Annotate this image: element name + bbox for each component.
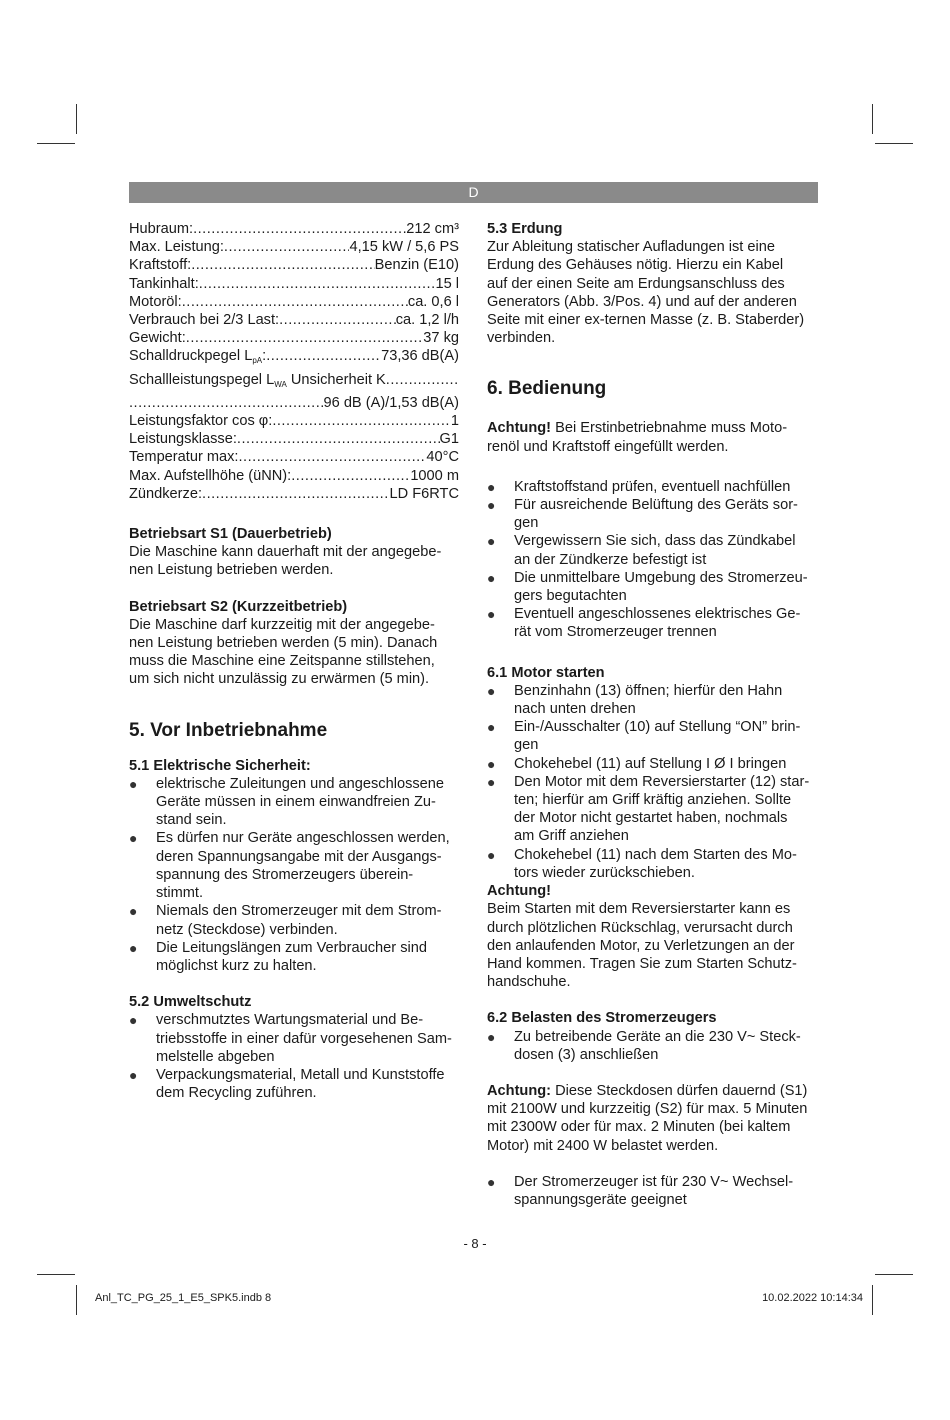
text-line: den anlaufenden Motor, zu Verletzungen an der [487, 937, 795, 954]
leader-dots [266, 347, 381, 365]
spec-label: Temperatur max: [129, 449, 239, 466]
spec-row [129, 371, 459, 394]
spec-value: 73,36 dB(A) [381, 348, 459, 365]
spec-label: Hubraum: [129, 221, 194, 237]
spec-label [129, 347, 266, 370]
crop-mark [875, 1274, 913, 1275]
spec-row [129, 430, 459, 448]
spec-row [129, 467, 459, 485]
spec-row [129, 311, 459, 329]
list-item-line: Verpackungsmaterial, Metall und Kunststoffe [156, 1066, 445, 1083]
leader-dots [272, 412, 451, 430]
list-item-line: stimmt. [156, 885, 204, 902]
bullet-icon: ● [487, 755, 496, 772]
bullet-icon: ● [129, 939, 138, 956]
text-line: muss die Maschine eine Zeitspanne stillstehen, [129, 653, 435, 670]
leader-dots [239, 448, 427, 466]
list-item-line: der Motor nicht gestartet haben, nochmals [514, 810, 788, 827]
spec-row [129, 347, 459, 370]
list-item-line: Chokehebel (11) nach dem Starten des Mo- [514, 846, 797, 863]
spec-value: 15 l [435, 275, 459, 292]
spec-label: Motoröl: [129, 293, 182, 310]
s2-body [129, 616, 459, 689]
leader-dots [191, 256, 374, 274]
spec-row [129, 256, 459, 274]
s2-title: Betriebsart S2 (Kurzzeitbetrieb) [129, 598, 348, 615]
list-item-line: Ein-/Ausschalter (10) auf Stellung “ON” brin- [514, 719, 801, 736]
bullet-icon: ● [487, 682, 496, 699]
section5-title: 5. Vor Inbetriebnahme [129, 719, 328, 741]
bullet-icon: ● [487, 846, 496, 863]
text-line: durch plötzlichen Rückschlag, verursacht durch [487, 919, 793, 936]
bullet-icon: ● [487, 497, 496, 514]
bullet-icon: ● [487, 1028, 496, 1045]
crop-mark [76, 1285, 77, 1315]
list-item-line: nach unten drehen [514, 701, 636, 718]
spec-row [129, 238, 459, 256]
crop-mark [37, 1274, 75, 1275]
s1-body [129, 543, 459, 579]
spec-value: 1000 m [410, 467, 459, 484]
list-item [129, 1011, 459, 1066]
leader-dots [291, 467, 410, 485]
warning-load [487, 1082, 818, 1155]
list-item-line: stand sein. [156, 812, 227, 829]
warn2-title: Achtung! [487, 883, 552, 900]
crop-mark [875, 143, 913, 144]
text-line: Seite mit einer ex-ternen Masse (z. B. Staberder) [487, 312, 805, 329]
list-item-line: Niemals den Stromerzeuger mit dem Strom- [156, 903, 442, 920]
bullet-icon: ● [129, 1012, 138, 1029]
leader-dots [224, 238, 350, 256]
text-line: nen Leistung betrieben werden. [129, 562, 334, 579]
s62-list [487, 1028, 818, 1064]
section6-title: 6. Bedienung [487, 378, 607, 400]
leader-dots [193, 220, 406, 238]
bullet-icon: ● [487, 478, 496, 495]
spec-value: 1 [450, 413, 459, 430]
text-line: verbinden. [487, 330, 556, 347]
list-item-line: gen [514, 737, 539, 754]
spec-row [129, 275, 459, 293]
s1-title: Betriebsart S1 (Dauerbetrieb) [129, 526, 332, 543]
warning-label: Achtung! [487, 420, 552, 437]
list-item-line: Chokehebel (11) auf Stellung I Ø I bringen [514, 755, 787, 772]
leader-dots [186, 329, 424, 347]
warning-line: renöl und Kraftstoff eingefüllt werden. [487, 438, 729, 455]
list-item-line: dosen (3) anschließen [514, 1046, 659, 1063]
list-item-line: gen [514, 515, 539, 532]
list-item [487, 718, 818, 754]
list-item-line: triebsstoffe in einer dafür vorgesehenen Sam- [156, 1030, 452, 1047]
page-number: - 8 - [463, 1236, 487, 1251]
spec-row [129, 293, 459, 311]
bullet-icon: ● [129, 830, 138, 847]
spec-label: Max. Aufstellhöhe (üNN): [129, 467, 292, 484]
bullet-icon: ● [487, 1173, 496, 1190]
list-item-line: am Griff anziehen [514, 828, 629, 845]
list-item [487, 532, 818, 568]
text-line: Zur Ableitung statischer Aufladungen ist eine [487, 239, 776, 256]
spec-value: 96 dB (A)/1,53 dB(A) [323, 394, 459, 411]
spec-label: Kraftstoff: [129, 257, 192, 274]
warning-first-use [487, 419, 818, 455]
footer-file: Anl_TC_PG_25_1_E5_SPK5.indb 8 [95, 1292, 272, 1304]
leader-dots [129, 394, 324, 412]
crop-mark [872, 104, 873, 134]
warning-line [487, 419, 818, 437]
list-item-line: rät vom Stromerzeuger trennen [514, 624, 717, 641]
list-item-line: verschmutztes Wartungsmaterial und Be- [156, 1012, 424, 1029]
list-item [487, 755, 818, 773]
spec-label: Verbrauch bei 2/3 Last: [129, 312, 280, 329]
s51-list [129, 775, 459, 975]
list-item-line: tors wieder zurückschieben. [514, 864, 695, 881]
spec-value: 37 kg [423, 330, 459, 347]
list-item-line: Für ausreichende Belüftung des Geräts sor- [514, 497, 798, 514]
list-item-line: Eventuell angeschlossenes elektrisches Ge- [514, 606, 801, 623]
list-item-line: Der Stromerzeuger ist für 230 V~ Wechsel- [514, 1173, 794, 1190]
s62-title: 6.2 Belasten des Stromerzeugers [487, 1010, 717, 1027]
text-line: um sich nicht unzulässig zu erwärmen (5 min). [129, 671, 430, 688]
list-item [487, 773, 818, 846]
spec-row [129, 329, 459, 347]
crop-mark [37, 143, 75, 144]
list-item [129, 939, 459, 975]
list-item-line: Geräte müssen in einem einwandfreien Zu- [156, 794, 436, 811]
spec-label: Max. Leistung: [129, 239, 224, 256]
list-item [487, 1173, 818, 1209]
list-item [487, 478, 818, 496]
list-item-line: ten; hierfür am Griff kräftig anziehen. Sollte [514, 792, 792, 809]
list-item-line: Die Leitungslängen zum Verbraucher sind [156, 939, 427, 956]
bullet-icon: ● [487, 773, 496, 790]
text-line: handschuhe. [487, 974, 571, 991]
leader-dots [199, 275, 436, 293]
leader-dots [202, 485, 390, 503]
bullet-icon: ● [129, 903, 138, 920]
leader-dots [386, 371, 459, 389]
text-line: Generators (Abb. 3/Pos. 4) und auf der anderen [487, 293, 797, 310]
bullet-icon: ● [487, 719, 496, 736]
spec-label-suffix: Unsicherheit K [286, 371, 386, 388]
bullet-icon: ● [487, 569, 496, 586]
list-item-line: gers begutachten [514, 588, 627, 605]
list-item-line: spannungsgeräte geeignet [514, 1191, 687, 1208]
list-item [487, 846, 818, 882]
list-item-line: Kraftstoffstand prüfen, eventuell nachfüllen [514, 478, 791, 495]
list-item-line: Den Motor mit dem Reversierstarter (12) star- [514, 773, 810, 790]
spec-row [129, 485, 459, 503]
spec-row [129, 220, 459, 238]
s53-title: 5.3 Erdung [487, 221, 563, 237]
list-item-line: deren Spannungsangabe mit der Ausgangs- [156, 848, 442, 865]
text-line: Hand kommen. Tragen Sie zum Starten Schutz- [487, 955, 797, 972]
list-item [487, 496, 818, 532]
list-item-line: spannung des Stromerzeugers überein- [156, 866, 414, 883]
leader-dots [237, 430, 440, 448]
spec-label-subscript: pA [252, 356, 263, 366]
spec-label [129, 371, 386, 394]
text-line: Erdung des Gehäuses nötig. Hierzu ein Kabel [487, 257, 784, 274]
spec-row [129, 448, 459, 466]
list-item [129, 1066, 459, 1102]
footer-date: 10.02.2022 10:14:34 [762, 1292, 863, 1304]
s61-title: 6.1 Motor starten [487, 664, 605, 681]
spec-value: LD F6RTC [389, 485, 459, 502]
list-item [129, 902, 459, 938]
bullet-icon: ● [487, 533, 496, 550]
spec-row [129, 394, 459, 412]
list-item-line: Die unmittelbare Umgebung des Stromerzeu- [514, 569, 808, 586]
crop-mark [872, 1285, 873, 1315]
right-column [487, 220, 818, 1209]
list-item-line: möglichst kurz zu halten. [156, 957, 317, 974]
leader-dots [279, 311, 396, 329]
leader-dots [182, 293, 408, 311]
text-line: Die Maschine darf kurzzeitig mit der angegebe- [129, 616, 435, 633]
s52-title: 5.2 Umweltschutz [129, 994, 252, 1011]
warning-line: mit 2300W oder für max. 2 Minuten (bei kaltem [487, 1119, 791, 1136]
s51-title: 5.1 Elektrische Sicherheit: [129, 757, 311, 774]
s52-list [129, 1011, 459, 1102]
s53-body [487, 238, 818, 347]
s61-list [487, 682, 818, 882]
spec-label: Leistungsfaktor cos φ: [129, 413, 273, 430]
spec-value: 40°C [426, 449, 459, 466]
spec-label: Tankinhalt: [129, 275, 199, 292]
spec-row [129, 412, 459, 430]
list-item [129, 829, 459, 902]
spec-value: Benzin (E10) [374, 257, 459, 274]
warning-line: Motor) mit 2400 W belastet werden. [487, 1137, 719, 1154]
bullet-icon: ● [129, 775, 138, 792]
list-item-line: Zu betreibende Geräte an die 230 V~ Steck- [514, 1028, 801, 1045]
spec-label: Leistungsklasse: [129, 431, 237, 448]
list-item [487, 1028, 818, 1064]
bullet-icon: ● [487, 606, 496, 623]
bullet-icon: ● [129, 1066, 138, 1083]
list-item [487, 569, 818, 605]
text-line: Beim Starten mit dem Reversierstarter kann es [487, 901, 791, 918]
spec-label-suffix: : [262, 348, 267, 365]
spec-label-text: Schallleistungspegel L [129, 371, 275, 388]
warning-label: Achtung: [487, 1082, 552, 1099]
list-item-line: dem Recycling zuführen. [156, 1085, 317, 1102]
spec-label: Zündkerze: [129, 485, 203, 502]
text-line: Die Maschine kann dauerhaft mit der angegebe- [129, 544, 442, 561]
list-item-line: an der Zündkerze befestigt ist [514, 551, 707, 568]
list-item [129, 775, 459, 830]
text-line: nen Leistung betrieben werden (5 min). Danach [129, 635, 438, 652]
spec-label: Gewicht: [129, 330, 186, 347]
spec-value: ca. 1,2 l/h [395, 312, 459, 329]
warning-line [487, 1082, 818, 1100]
list-item-line: elektrische Zuleitungen und angeschlossene [156, 775, 445, 792]
warning-line: mit 2100W und kurzzeitig (S2) für max. 5 Minuten [487, 1101, 808, 1118]
text-line: auf der einen Seite am Erdungsanschluss des [487, 275, 785, 292]
crop-mark [76, 104, 77, 134]
s62b-list [487, 1173, 818, 1209]
spec-value: 4,15 kW / 5,6 PS [349, 239, 459, 256]
list-item-line: Benzinhahn (13) öffnen; hierfür den Hahn [514, 682, 783, 699]
list-item [487, 682, 818, 718]
warning-start-body [487, 900, 818, 991]
list-item-line: Vergewissern Sie sich, dass das Zündkabel [514, 533, 796, 550]
s6-list [487, 478, 818, 642]
list-item-line: Es dürfen nur Geräte angeschlossen werden, [156, 830, 450, 847]
warning-text: Diese Steckdosen dürfen dauernd (S1) [551, 1082, 808, 1099]
language-bar: D [129, 182, 818, 203]
spec-label-text: Schalldruckpegel L [129, 348, 253, 365]
spec-label-subscript: WA [274, 379, 287, 389]
list-item-line: melstelle abgeben [156, 1048, 275, 1065]
warning-text: Bei Erstinbetriebnahme muss Moto- [551, 420, 788, 437]
spec-value: 212 cm³ [406, 221, 459, 237]
left-column [129, 220, 459, 1102]
spec-value: G1 [439, 431, 459, 448]
list-item [487, 605, 818, 641]
spec-value: ca. 0,6 l [407, 293, 459, 310]
list-item-line: netz (Steckdose) verbinden. [156, 921, 338, 938]
spec-list [129, 220, 459, 503]
